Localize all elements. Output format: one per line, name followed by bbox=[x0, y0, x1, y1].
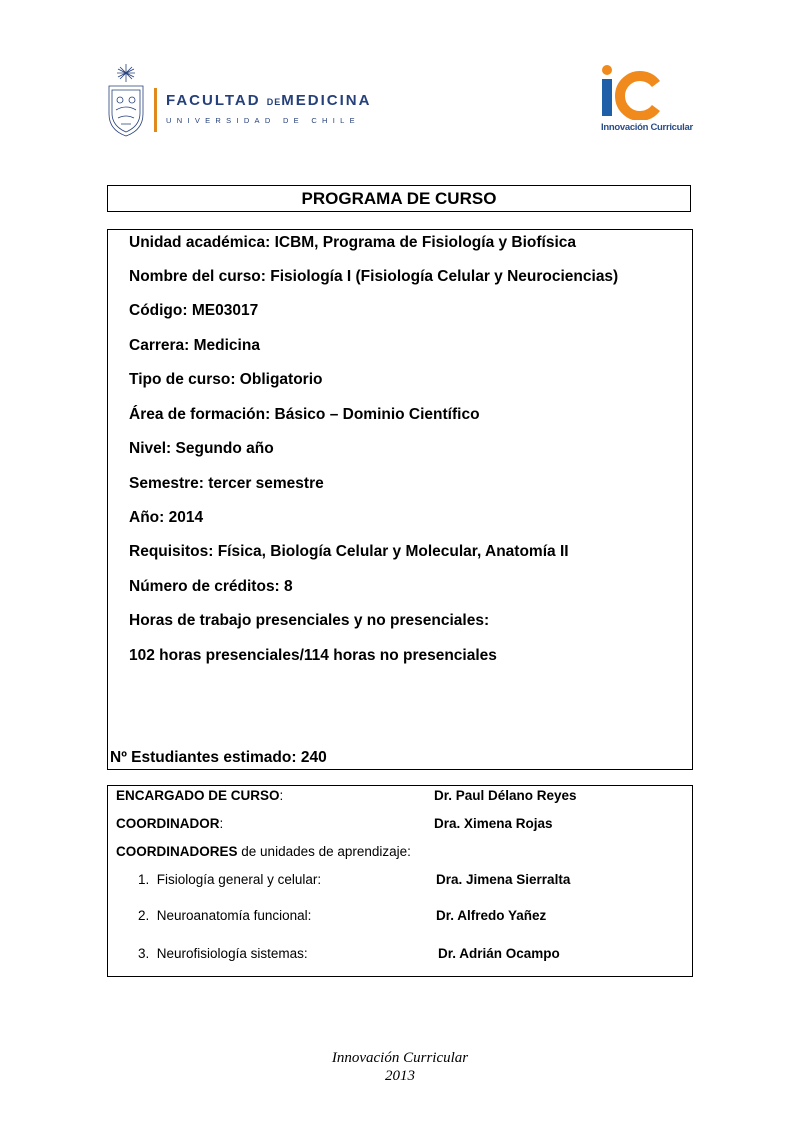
unit-item: 2. Neuroanatomía funcional: bbox=[138, 908, 312, 923]
unidad-academica: Unidad académica: ICBM, Programa de Fisiología y Biofísica bbox=[129, 234, 577, 251]
staff-box bbox=[107, 785, 693, 977]
requisitos: Requisitos: Física, Biología Celular y Molecular, Anatomía II bbox=[129, 543, 569, 560]
coordinadores-label: COORDINADORES de unidades de aprendizaje: bbox=[116, 844, 411, 859]
area-formacion: Área de formación: Básico – Dominio Científico bbox=[129, 406, 480, 423]
faculty-name: FACULTAD DEMEDICINA bbox=[166, 92, 372, 109]
semestre: Semestre: tercer semestre bbox=[129, 475, 324, 492]
ic-logo-icon bbox=[598, 62, 668, 120]
codigo: Código: ME03017 bbox=[129, 302, 259, 319]
faculty-logo bbox=[106, 62, 372, 140]
tipo-curso: Tipo de curso: Obligatorio bbox=[129, 371, 323, 388]
footer-line-1: Innovación Curricular bbox=[331, 1050, 469, 1066]
course-info-box bbox=[107, 229, 693, 770]
coordinador-label: COORDINADOR: bbox=[116, 816, 224, 831]
coordinador-name: Dra. Ximena Rojas bbox=[434, 816, 553, 831]
unit-item: 1. Fisiología general y celular: bbox=[138, 872, 322, 887]
nivel: Nivel: Segundo año bbox=[129, 440, 274, 457]
unit-item: 3. Neurofisiología sistemas: bbox=[138, 946, 308, 961]
university-name: UNIVERSIDAD DE CHILE bbox=[166, 116, 360, 125]
ic-logo-caption: Innovación Curricular bbox=[601, 122, 693, 133]
unit-person: Dra. Jimena Sierralta bbox=[436, 872, 571, 887]
unit-person: Dr. Alfredo Yañez bbox=[436, 908, 547, 923]
logo-divider bbox=[154, 88, 157, 132]
anio: Año: 2014 bbox=[129, 509, 204, 526]
carrera: Carrera: Medicina bbox=[129, 337, 260, 354]
horas-label: Horas de trabajo presenciales y no presenciales: bbox=[129, 612, 490, 629]
innovacion-curricular-logo bbox=[598, 62, 693, 138]
unit-person: Dr. Adrián Ocampo bbox=[438, 946, 560, 961]
horas-value: 102 horas presenciales/114 horas no presenciales bbox=[129, 647, 497, 664]
university-crest-icon bbox=[106, 62, 146, 138]
footer-line-2: 2013 bbox=[385, 1068, 415, 1084]
nombre-curso: Nombre del curso: Fisiología I (Fisiología Celular y Neurociencias) bbox=[129, 268, 619, 285]
numero-creditos: Número de créditos: 8 bbox=[129, 578, 293, 595]
estudiantes-estimado: Nº Estudiantes estimado: 240 bbox=[110, 749, 327, 766]
encargado-label: ENCARGADO DE CURSO: bbox=[116, 788, 284, 803]
page-title: PROGRAMA DE CURSO bbox=[107, 185, 691, 212]
encargado-name: Dr. Paul Délano Reyes bbox=[434, 788, 577, 803]
